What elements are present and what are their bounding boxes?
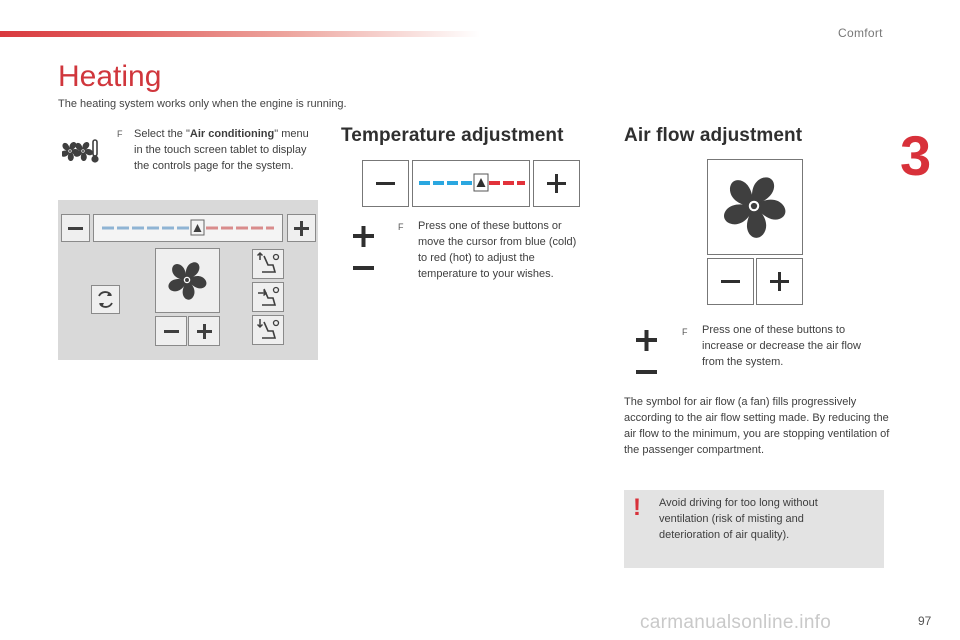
plus-icon	[534, 161, 579, 206]
page-number: 97	[918, 614, 932, 628]
temp-cursor-track	[413, 161, 529, 206]
air-distribution-face-button[interactable]	[252, 282, 284, 312]
page-title: Heating	[58, 60, 162, 93]
minus-icon	[156, 317, 186, 345]
warning-icon: !	[633, 494, 641, 521]
watermark: carmanualsonline.info	[640, 612, 832, 633]
air-flow-minus-button[interactable]	[155, 316, 187, 346]
temp-plus-button[interactable]	[287, 214, 316, 242]
temp-slider-track	[94, 215, 282, 241]
recirculation-button[interactable]	[91, 285, 120, 314]
select-instruction	[134, 126, 312, 174]
select-prefix: Select the "	[134, 128, 190, 140]
minus-icon	[708, 259, 753, 304]
chapter-number: 3	[900, 124, 932, 187]
air-flow-display-large	[707, 159, 803, 255]
select-rest: menu in the touch screen tablet to display the controls page for the system.	[134, 128, 309, 172]
air-flow-plus-button-large[interactable]	[756, 258, 803, 305]
warning-text: Avoid driving for too long without ventilation (risk of misting and deterioration of air quality).	[659, 497, 818, 541]
header-accent-bar	[0, 31, 480, 37]
air-distribution-feet-button[interactable]	[252, 315, 284, 345]
plus-icon	[288, 215, 315, 241]
seat-airflow-face-icon	[253, 283, 283, 311]
air-flow-description: The symbol for air flow (a fan) fills progressively according to the air flow setting made. By reducing the air flow to the minimum, you are stopping ventilation of the passenger compartment.	[624, 396, 890, 456]
air-conditioning-icon	[62, 138, 102, 164]
temp-cursor-display[interactable]	[412, 160, 530, 207]
section-title: Comfort	[838, 26, 883, 40]
seat-airflow-down-icon	[253, 316, 283, 344]
air-flow-heading: Air flow adjustment	[624, 125, 803, 146]
bullet-icon: F	[682, 327, 688, 337]
recirculation-icon	[92, 286, 119, 313]
warning-box	[624, 490, 884, 568]
air-conditioning-menu-name: Air conditioning	[189, 128, 275, 140]
temp-slider[interactable]	[93, 214, 283, 242]
air-distribution-windscreen-button[interactable]	[252, 249, 284, 279]
plus-icon	[189, 317, 219, 345]
minus-icon	[363, 161, 408, 206]
plus-icon	[757, 259, 802, 304]
temperature-heading: Temperature adjustment	[341, 125, 564, 146]
temperature-instruction: Press one of these buttons or move the cursor from blue (cold) to red (hot) to adjust the temperature to your wishes.	[418, 220, 577, 280]
select-suffix: "	[274, 128, 279, 140]
temp-minus-button[interactable]	[61, 214, 90, 242]
temp-minus-button-large[interactable]	[362, 160, 409, 207]
plus-minus-icon	[634, 326, 660, 380]
air-flow-plus-button[interactable]	[188, 316, 220, 346]
air-flow-instruction: Press one of these buttons to increase or decrease the air flow from the system.	[702, 324, 861, 368]
temp-plus-button-large[interactable]	[533, 160, 580, 207]
air-flow-minus-button-large[interactable]	[707, 258, 754, 305]
fan-icon	[156, 249, 219, 312]
air-flow-display	[155, 248, 220, 313]
controls-page-illustration	[58, 200, 318, 360]
seat-airflow-up-icon	[253, 250, 283, 278]
fan-icon	[708, 160, 802, 254]
bullet-icon: F	[117, 129, 123, 139]
intro-text: The heating system works only when the engine is running.	[58, 98, 347, 110]
bullet-icon: F	[398, 222, 404, 232]
minus-icon	[62, 215, 89, 241]
plus-minus-icon	[351, 222, 377, 276]
